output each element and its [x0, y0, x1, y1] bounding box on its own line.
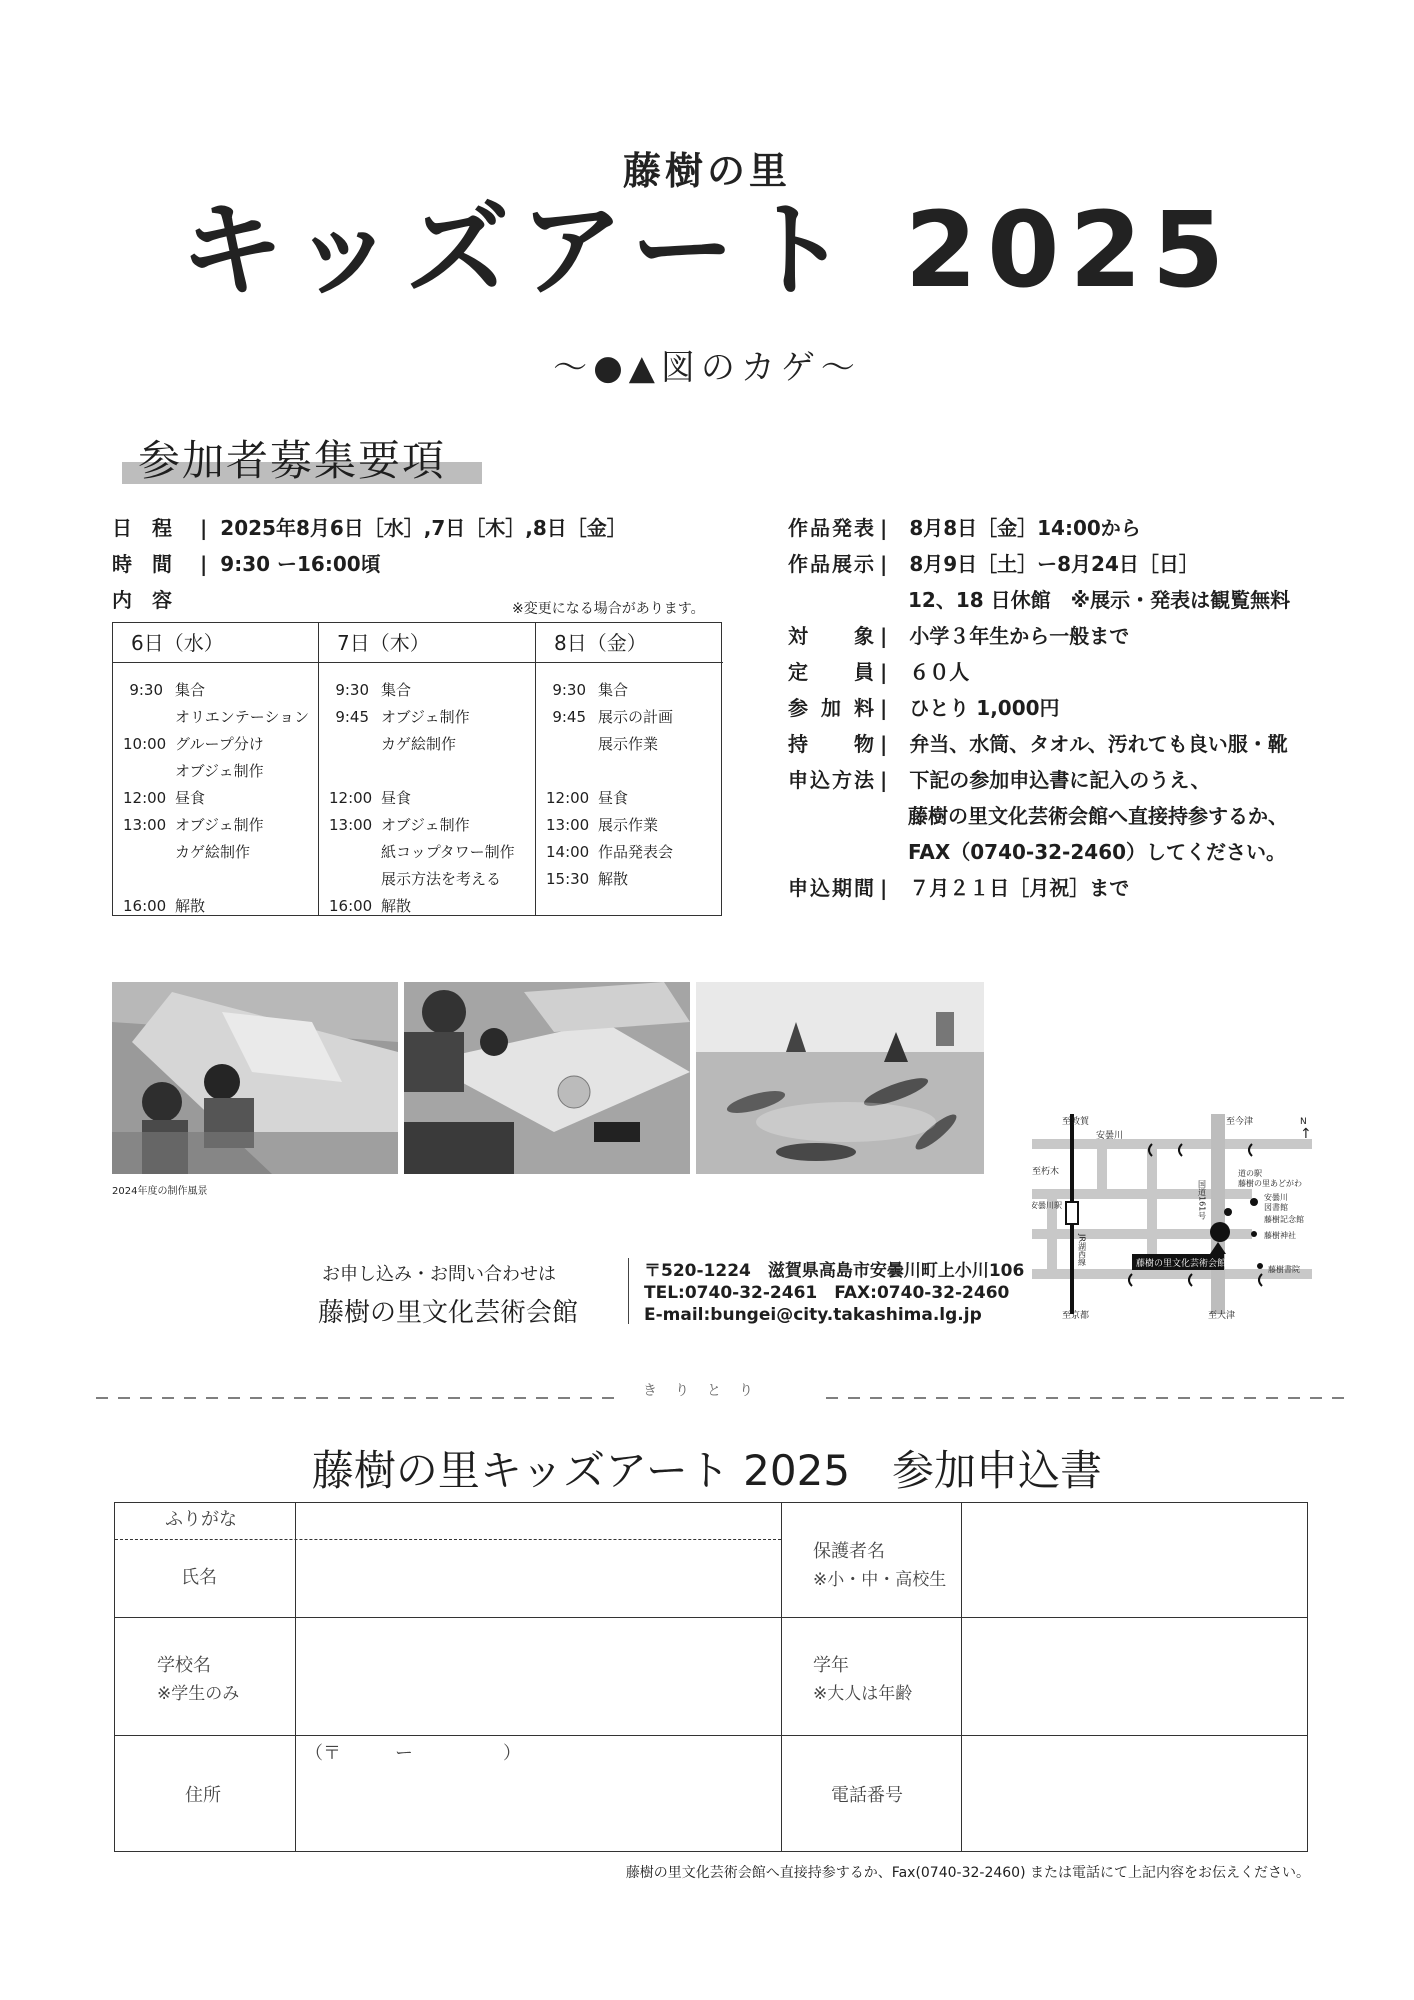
name-input[interactable]	[297, 1503, 779, 1615]
contact-address-block	[644, 1260, 1024, 1326]
info-row	[908, 584, 1290, 613]
application-form	[114, 1502, 1308, 1852]
schedule-column	[113, 623, 318, 915]
schedule-activity: 解散	[381, 897, 412, 915]
schedule-item	[329, 841, 515, 862]
schedule-time: 9:45	[552, 708, 586, 726]
school-note: ※学生のみ	[157, 1684, 240, 1704]
info-value: 8月8日［金］14:00から	[909, 516, 1141, 540]
change-note: ※変更になる場合があります。	[512, 601, 705, 617]
info-label: 作品発表	[788, 516, 874, 540]
schedule-activity: オブジェ制作	[175, 816, 264, 834]
schedule-item	[123, 706, 309, 727]
info-row	[908, 836, 1286, 865]
info-label: 作品展示	[788, 552, 874, 576]
schedule-time: 9:30	[552, 681, 586, 699]
map-label: 至今津	[1226, 1117, 1254, 1127]
schedule-time: 15:30	[546, 870, 590, 888]
map-label: 安曇川	[1096, 1131, 1124, 1141]
contact-organization: 藤樹の里文化芸術会館	[318, 1298, 579, 1328]
info-label: 参加料	[788, 696, 874, 720]
map-label: 藤樹記念館	[1264, 1215, 1304, 1224]
address-label: 住所	[185, 1785, 221, 1806]
event-subtitle: 藤樹の里	[622, 149, 791, 193]
info-label: 申込方法	[788, 768, 874, 792]
schedule-item	[329, 895, 411, 916]
map-label: JR湖西線	[1077, 1234, 1087, 1266]
schedule-item	[546, 706, 673, 727]
schedule-day-header: 6日（水）	[113, 623, 318, 663]
map-label: 藤樹書院	[1268, 1265, 1300, 1274]
cut-label: きりとり	[643, 1383, 771, 1399]
event-tagline: 〜●▲図のカゲ〜	[553, 348, 861, 388]
schedule-time: 14:00	[546, 843, 590, 861]
info-row: 作品展示 | 8月9日［土］ー8月24日［日］	[788, 548, 1199, 577]
schedule-item	[123, 895, 205, 916]
workshop-photo	[112, 982, 398, 1174]
info-value: ６０人	[909, 660, 970, 684]
schedule-item	[123, 814, 264, 835]
map-label: 藤樹神社	[1264, 1231, 1296, 1240]
photo-caption: 2024年度の制作風景	[112, 1186, 208, 1197]
schedule-table	[112, 622, 722, 916]
grade-input[interactable]	[963, 1619, 1307, 1733]
section-heading: 参加者募集要項	[138, 436, 447, 485]
schedule-item	[329, 814, 470, 835]
schedule-item	[123, 733, 264, 754]
map-label: 至京都	[1062, 1311, 1090, 1321]
schedule-item	[546, 679, 628, 700]
school-input[interactable]	[297, 1619, 779, 1733]
form-title: 藤樹の里キッズアート 2025 参加申込書	[311, 1446, 1103, 1495]
info-row: 対 象 | 小学３年生から一般まで	[788, 620, 1129, 649]
schedule-time: 13:00	[546, 816, 590, 834]
schedule-activity: 紙コップタワー制作	[381, 843, 515, 861]
map-label: 至敦賀	[1062, 1117, 1090, 1127]
schedule-activity: オブジェ制作	[381, 708, 470, 726]
schedule-activity: 展示の計画	[598, 708, 674, 726]
schedule-item	[123, 787, 205, 808]
schedule-activity: オブジェ制作	[175, 762, 264, 780]
schedule-activity: 昼食	[598, 789, 629, 807]
map-label: 安曇川	[1264, 1193, 1288, 1202]
schedule-activity: 集合	[175, 681, 206, 699]
info-label: 申込期間	[788, 876, 874, 900]
schedule-activity: カゲ絵制作	[381, 735, 457, 753]
schedule-column	[318, 623, 535, 915]
info-row: 申込方法 | 下記の参加申込書に記入のうえ、	[788, 764, 1211, 793]
grade-note: ※大人は年齢	[813, 1684, 913, 1704]
name-label: 氏名	[181, 1567, 217, 1588]
schedule-item	[329, 787, 411, 808]
info-value: 下記の参加申込書に記入のうえ、	[909, 768, 1211, 792]
info-row: 作品発表 | 8月8日［金］14:00から	[788, 512, 1141, 541]
schedule-item	[546, 841, 673, 862]
schedule-item	[123, 841, 250, 862]
map-label: 安曇川駅	[1032, 1201, 1062, 1210]
footer-note: 藤樹の里文化芸術会館へ直接持参するか、Fax(0740-32-2460) または電話にて上記内容をお伝えください。	[625, 1865, 1310, 1881]
schedule-time: 9:30	[335, 681, 369, 699]
contact-phone-fax: TEL:0740-32-2461 FAX:0740-32-2460	[644, 1283, 1010, 1303]
info-value: 9:30 ー16:00頃	[220, 552, 381, 576]
venue-marker	[1210, 1222, 1230, 1242]
info-value: 12、18 日休館 ※展示・発表は観覧無料	[908, 588, 1291, 612]
info-label: 持 物	[788, 732, 874, 756]
contact-divider	[628, 1258, 629, 1324]
schedule-activity: 集合	[598, 681, 629, 699]
info-value: 藤樹の里文化芸術会館へ直接持参するか、	[908, 804, 1288, 828]
schedule-activity: カゲ絵制作	[175, 843, 251, 861]
info-value: 小学３年生から一般まで	[909, 624, 1130, 648]
info-value: ひとり 1,000円	[909, 696, 1060, 720]
schedule-activity: 解散	[175, 897, 206, 915]
schedule-time: 12:00	[546, 789, 590, 807]
map-label: 図書館	[1264, 1203, 1288, 1212]
info-row-time: 時 間 | 9:30 ー16:00頃	[112, 548, 381, 577]
station-marker	[1066, 1202, 1078, 1224]
schedule-activity: 集合	[381, 681, 412, 699]
schedule-item	[329, 733, 456, 754]
schedule-time: 9:30	[129, 681, 163, 699]
map-label: 至朽木	[1032, 1167, 1060, 1177]
schedule-activity: 昼食	[175, 789, 206, 807]
furigana-label: ふりがな	[165, 1509, 237, 1530]
info-label: 定 員	[788, 660, 874, 684]
schedule-item	[329, 868, 501, 889]
schedule-time: 16:00	[329, 897, 373, 915]
map-label: 至大津	[1208, 1311, 1236, 1321]
info-label: 内 容	[112, 588, 172, 612]
contact-lead: お申し込み・お問い合わせは	[322, 1264, 556, 1285]
info-row: 申込期間 | ７月２１日［月祝］まで	[788, 872, 1129, 901]
schedule-item	[546, 733, 658, 754]
contact-email[interactable]: E-mail:bungei@city.takashima.lg.jp	[644, 1305, 982, 1325]
schedule-item	[329, 706, 470, 727]
info-label: 日 程	[112, 516, 172, 540]
schedule-time: 12:00	[123, 789, 167, 807]
info-value: ７月２１日［月祝］まで	[909, 876, 1130, 900]
schedule-activity: グループ分け	[175, 735, 264, 753]
schedule-item	[546, 787, 628, 808]
schedule-activity: オブジェ制作	[381, 816, 470, 834]
schedule-item	[329, 679, 411, 700]
exhibition-photo	[696, 982, 984, 1174]
schedule-item	[123, 760, 264, 781]
schedule-activity: 昼食	[381, 789, 412, 807]
map-label: 国道161号	[1197, 1180, 1207, 1220]
postal-code-field[interactable]: （〒 ー ）	[305, 1743, 521, 1764]
guardian-note: ※小・中・高校生	[813, 1570, 947, 1590]
schedule-column	[535, 623, 723, 915]
schedule-time: 16:00	[123, 897, 167, 915]
info-row: 定 員 | ６０人	[788, 656, 969, 685]
schedule-activity: 展示作業	[598, 735, 659, 753]
schedule-time: 13:00	[123, 816, 167, 834]
schedule-time: 13:00	[329, 816, 373, 834]
schedule-item	[546, 868, 628, 889]
schedule-time: 10:00	[123, 735, 167, 753]
schedule-activity: 展示作業	[598, 816, 659, 834]
schedule-item	[546, 814, 658, 835]
info-label: 時 間	[112, 552, 172, 576]
schedule-time: 9:45	[335, 708, 369, 726]
map-label: N	[1300, 1117, 1307, 1127]
schedule-item	[123, 679, 205, 700]
schedule-day-header: 7日（木）	[319, 623, 535, 663]
schedule-day-header: 8日（金）	[536, 623, 723, 663]
info-value: 弁当、水筒、タオル、汚れても良い服・靴	[909, 732, 1288, 756]
address-input[interactable]	[297, 1769, 779, 1849]
school-label: 学校名	[157, 1655, 211, 1676]
workshop-photo	[404, 982, 690, 1174]
schedule-activity: 展示方法を考える	[381, 870, 502, 888]
guardian-label: 保護者名	[813, 1541, 885, 1562]
guardian-input[interactable]	[963, 1503, 1307, 1615]
info-label: 対 象	[788, 624, 874, 648]
info-row: 持 物 | 弁当、水筒、タオル、汚れても良い服・靴	[788, 728, 1288, 757]
schedule-time: 12:00	[329, 789, 373, 807]
map-label: 藤樹の里文化芸術会館	[1136, 1259, 1227, 1269]
contact-address: 〒520-1224 滋賀県高島市安曇川町上小川106	[644, 1261, 1025, 1281]
info-row-content	[112, 584, 194, 613]
event-title: キッズアート 2025	[179, 189, 1235, 311]
map-label: 藤樹の里あどがわ	[1238, 1179, 1302, 1188]
info-value: 2025年8月6日［水］,7日［木］,8日［金］	[220, 516, 627, 540]
svg-text:↑: ↑	[1300, 1126, 1312, 1142]
phone-input[interactable]	[963, 1737, 1307, 1849]
phone-label: 電話番号	[831, 1785, 903, 1806]
info-row-date: 日 程 | 2025年8月6日［水］,7日［木］,8日［金］	[112, 512, 627, 541]
schedule-activity: 作品発表会	[598, 843, 674, 861]
map-label: 道の駅	[1238, 1169, 1262, 1178]
info-row	[908, 800, 1288, 829]
schedule-activity: 解散	[598, 870, 629, 888]
info-value: 8月9日［土］ー8月24日［日］	[909, 552, 1199, 576]
access-map	[1032, 1104, 1332, 1324]
info-value: FAX（0740-32-2460）してください。	[908, 840, 1287, 864]
schedule-activity: オリエンテーション	[175, 708, 310, 726]
info-row: 参加料 | ひとり 1,000円	[788, 692, 1060, 721]
grade-label: 学年	[813, 1655, 849, 1676]
